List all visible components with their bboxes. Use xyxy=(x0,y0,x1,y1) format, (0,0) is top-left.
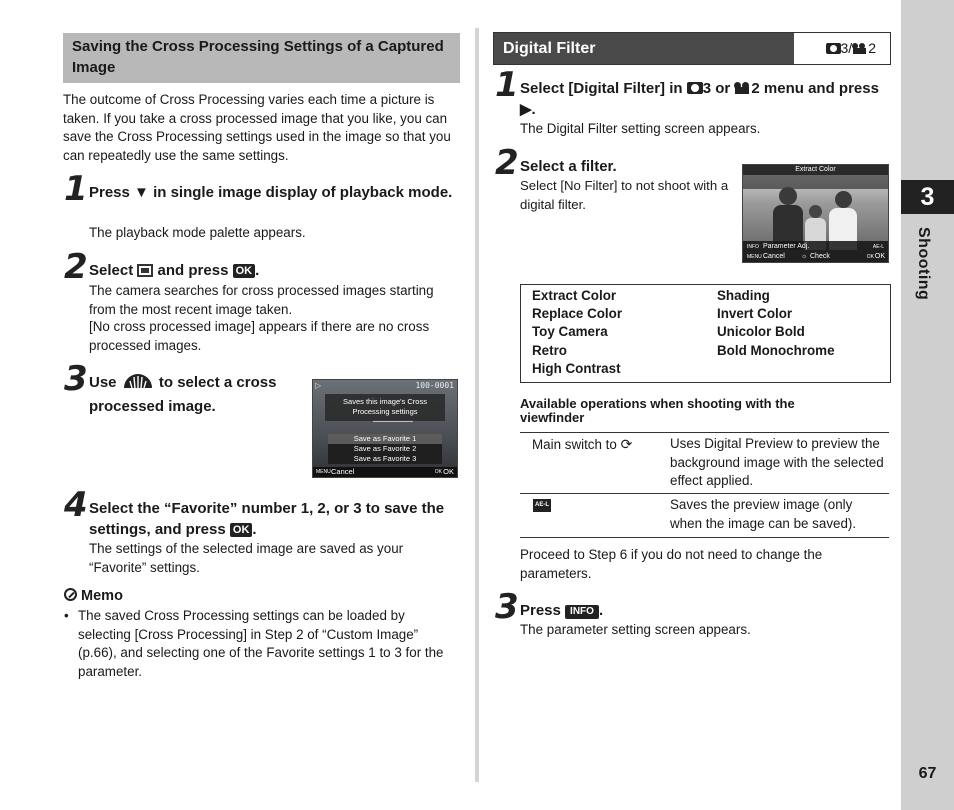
preview-switch-icon: ⟳ xyxy=(620,436,633,452)
file-counter: 100-0001 xyxy=(415,381,454,390)
memo-heading xyxy=(64,588,123,604)
step-number: 1 xyxy=(495,65,519,105)
filter-item: High Contrast xyxy=(532,361,621,376)
mode-ref-text: 3/ xyxy=(840,40,853,56)
step-title-text: . xyxy=(255,262,260,279)
step-number: 2 xyxy=(495,143,519,183)
ok-key-icon: OK xyxy=(434,469,442,475)
step-title-text: in single image display of playback mode. xyxy=(153,184,453,201)
check-label[interactable]: Check xyxy=(810,253,830,260)
dial-icon: ☼ xyxy=(801,253,808,260)
cancel-label[interactable]: Cancel xyxy=(763,253,785,260)
step-title-text: Press xyxy=(89,184,130,201)
ops-table xyxy=(520,432,889,538)
ops-control-text: Main switch to xyxy=(532,437,617,452)
section-header-digital-filter xyxy=(493,32,891,65)
step-title-text: . xyxy=(252,521,257,538)
mode-ref-text: 2 xyxy=(868,40,876,56)
step-number: 2 xyxy=(64,247,88,287)
movie-mode-icon xyxy=(734,82,751,94)
step-body: The camera searches for cross processed images starting from the most recent image taken. xyxy=(89,283,434,317)
step-title xyxy=(520,600,603,621)
chapter-number: 3 xyxy=(901,180,954,214)
chapter-tab xyxy=(901,0,954,810)
intro-paragraph: The outcome of Cross Processing varies each time a picture is taken. If you take a cross processed image that you like, you can save the Cross Processing settings used in the image so that you can repeatedly use the same settings. xyxy=(63,92,451,163)
menu-key-icon: MENU xyxy=(316,469,331,475)
ae-lock-button-icon: AE-L xyxy=(533,499,551,512)
info-button-icon: INFO xyxy=(565,605,599,619)
filter-item: Extract Color xyxy=(532,288,617,303)
step-title-text: Select xyxy=(89,262,134,279)
step-title-text: . xyxy=(531,101,536,118)
screen-title: Extract Color xyxy=(743,165,888,175)
camera-mode-icon xyxy=(687,82,703,94)
filter-item: Toy Camera xyxy=(532,324,608,339)
cross-process-icon xyxy=(137,264,153,277)
filter-item: Retro xyxy=(532,343,567,358)
right-arrow-icon: ▶ xyxy=(520,101,532,118)
parameter-adj-label[interactable]: Parameter Adj. xyxy=(763,243,810,250)
rear-dial-icon xyxy=(121,372,155,396)
ok-key-icon: OK xyxy=(866,254,874,260)
section-title: Saving the Cross Processing Settings of a Captured Image xyxy=(72,38,444,76)
step-title-text: to select a cross processed image. xyxy=(89,374,277,415)
ops-title: Available operations when shooting with the viewfinder xyxy=(520,396,795,425)
screen-prompt: Saves this image's Cross Processing settings xyxy=(325,394,445,421)
step-number: 3 xyxy=(64,359,88,399)
memo-title: Memo xyxy=(81,588,123,604)
favorite-option[interactable]: Save as Favorite 1 xyxy=(328,434,442,444)
step-title xyxy=(89,182,459,203)
section-header-cross-processing xyxy=(63,33,460,83)
play-icon: ▷ xyxy=(315,381,322,390)
step-title-text: Press xyxy=(520,602,561,619)
step-title xyxy=(89,260,459,281)
ops-row xyxy=(520,432,889,493)
step-number: 1 xyxy=(64,169,88,209)
ok-label[interactable]: OK xyxy=(443,467,454,476)
step-number: 4 xyxy=(64,485,88,525)
chapter-label: Shooting xyxy=(915,227,932,301)
ok-button-icon: OK xyxy=(230,523,253,537)
step-title-text: 3 or xyxy=(702,80,731,97)
movie-mode-icon xyxy=(852,43,868,54)
filter-item: Invert Color xyxy=(717,306,793,321)
step-title-text: 2 menu and press xyxy=(751,80,879,97)
ae-lock-icon: AE-L xyxy=(872,244,884,250)
filter-item: Replace Color xyxy=(532,306,623,321)
step-body: Select [No Filter] to not shoot with a digital filter. xyxy=(520,178,729,212)
filter-item: Unicolor Bold xyxy=(717,324,805,339)
step-body: [No cross processed image] appears if there are no cross processed images. xyxy=(89,319,430,353)
step-title-text: and press xyxy=(157,262,229,279)
proceed-note: Proceed to Step 6 if you do not need to change the parameters. xyxy=(520,547,823,581)
step-title xyxy=(520,78,890,120)
mode-reference xyxy=(826,33,876,64)
step-title-text: Use xyxy=(89,374,117,391)
menu-key-icon: MENU xyxy=(747,254,762,260)
memo-icon xyxy=(64,588,77,601)
down-arrow-icon: ▼ xyxy=(134,184,149,201)
favorite-option[interactable]: Save as Favorite 3 xyxy=(328,454,442,464)
step-body: The parameter setting screen appears. xyxy=(520,622,751,637)
step-body: The playback mode palette appears. xyxy=(89,225,306,240)
step-number: 3 xyxy=(495,587,519,627)
ops-description: Uses Digital Preview to preview the background image with the selected effect applied. xyxy=(670,436,884,489)
section-title: Digital Filter xyxy=(494,33,794,64)
column-divider xyxy=(475,28,479,782)
step-title xyxy=(89,372,304,417)
ops-row xyxy=(520,493,889,538)
filter-item: Bold Monochrome xyxy=(717,343,835,358)
step-title-text: Select the “Favorite” number 1, 2, or 3 to save the settings, and press xyxy=(89,500,445,538)
step-title-text: Select [Digital Filter] in xyxy=(520,80,683,97)
cancel-label[interactable]: Cancel xyxy=(331,467,355,476)
info-key-icon: INFO xyxy=(747,244,759,250)
ok-label[interactable]: OK xyxy=(874,253,885,260)
ops-control xyxy=(532,435,632,455)
filter-item: Shading xyxy=(717,288,770,303)
step-title-text: . xyxy=(598,602,604,619)
favorite-option[interactable]: Save as Favorite 2 xyxy=(328,444,442,454)
page-number: 67 xyxy=(918,765,937,782)
bullet-icon: • xyxy=(64,608,69,623)
ops-description: Saves the preview image (only when the image can be saved). xyxy=(670,497,857,531)
memo-text: The saved Cross Processing settings can be loaded by selecting [Cross Processing] in Step 2 of “Custom Image” (p.66), and selecting one of the Favorite settings 1 to 3 for the parameter. xyxy=(78,608,444,679)
camera-screen-cross-process xyxy=(312,379,458,478)
step-title: Select a filter. xyxy=(520,158,617,175)
step-body: The settings of the selected image are saved as your “Favorite” settings. xyxy=(89,541,404,575)
camera-mode-icon xyxy=(826,43,841,54)
camera-screen-digital-filter xyxy=(742,164,889,263)
filter-list xyxy=(520,284,891,383)
ok-button-icon: OK xyxy=(233,264,256,278)
step-body: The Digital Filter setting screen appears. xyxy=(520,121,761,136)
step-title xyxy=(89,498,461,540)
